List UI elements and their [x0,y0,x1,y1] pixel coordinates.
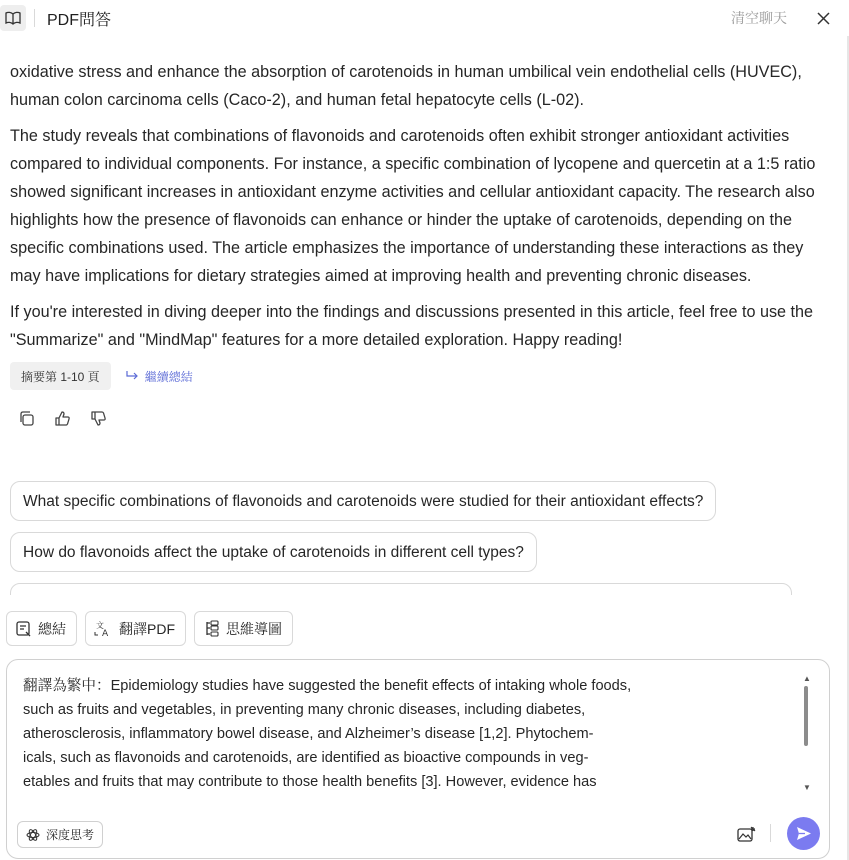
book-icon[interactable] [0,5,26,31]
continue-summary-label: 繼續總結 [144,369,193,384]
summary-icon [15,620,32,637]
suggested-question[interactable]: What specific combinations of flavonoids and carotenoids were studied for their antioxidant effects? [10,481,716,521]
deep-think-label: 深度思考 [46,828,95,842]
chat-input[interactable]: 翻譯為繁中：Epidemiology studies have suggested the benefit effects of intaking whole foods, such as fruits and vegetables, in preventing many chronic diseases, including diabetes, atherosclerosis, inflammatory bowel disease, and Alzheimer’s disease [1,2]. Phytochem- icals, such as flavonoids and carotenoids, are identified as bioactive compounds in veg- etables and fruits that may contribute to those health benefits [3]. However, evidence has [23,678,632,790]
image-upload-icon[interactable] [735,823,757,845]
continue-summary-link[interactable] [125,368,193,385]
send-button[interactable] [787,817,820,850]
mindmap-label: 思維導圖 [226,620,282,637]
redirect-arrow-icon [125,370,139,382]
answer-actions [16,408,832,428]
suggested-question[interactable] [10,583,792,595]
clear-chat-button[interactable]: 清空聊天 [731,10,787,26]
chat-input-box [6,659,830,859]
send-icon [796,826,812,841]
button-divider [770,824,771,842]
answer-paragraph: The study reveals that combinations of flavonoids and carotenoids often exhibit stronger antioxidant activities compared to individual components. For instance, a specific combination of lycopene and quercetin at a 1:5 ratio showed significant increases in antioxidant enzyme activities and cellular antioxidant capacity. The research also highlights how the presence of flavonoids can enhance or hinder the uptake of carotenoids, depending on the specific combinations used. The article emphasizes the importance of understanding these interactions as they may have implications for dietary strategies aimed at improving health and preventing chronic diseases. [10,127,816,285]
mindmap-icon [203,620,220,637]
deep-think-button[interactable] [17,821,103,848]
suggested-question[interactable]: How do flavonoids affect the uptake of carotenoids in different cell types? [10,532,537,572]
scroll-up-icon[interactable]: ▲ [803,674,811,683]
suggested-questions [10,481,810,595]
copy-icon[interactable] [16,408,36,428]
input-scrollbar[interactable] [803,674,811,792]
atom-icon [26,828,40,842]
translate-label: 翻譯PDF [119,620,175,637]
tool-bar [6,611,301,646]
answer-paragraph: If you're interested in diving deeper into the findings and discussions presented in this article, feel free to use the "Summarize" and "MindMap" features for a more detailed exploration. Happy reading! [10,303,814,349]
summarize-button[interactable] [6,611,77,646]
svg-text:文: 文 [96,621,104,630]
answer-chips [10,362,832,390]
thumbs-down-icon[interactable] [88,408,108,428]
page-range-chip[interactable]: 摘要第 1-10 頁 [10,362,111,390]
scroll-thumb[interactable] [804,686,808,746]
thumbs-up-icon[interactable] [52,408,72,428]
translate-pdf-button[interactable] [85,611,186,646]
close-icon[interactable] [813,8,833,28]
answer-message [10,58,832,428]
header-bar [0,0,849,36]
answer-paragraph: oxidative stress and enhance the absorption of carotenoids in human umbilical vein endothelial cells (HUVEC), human colon carcinoma cells (Caco-2), and human fetal hepatocyte cells (L-02). [10,63,802,109]
summarize-label: 總結 [38,620,66,637]
page-title: PDF問答 [47,11,112,29]
translate-icon [94,620,113,637]
header-divider [34,9,35,27]
scroll-down-icon[interactable]: ▼ [803,783,811,792]
svg-text:A: A [102,629,109,637]
mindmap-button[interactable] [194,611,293,646]
